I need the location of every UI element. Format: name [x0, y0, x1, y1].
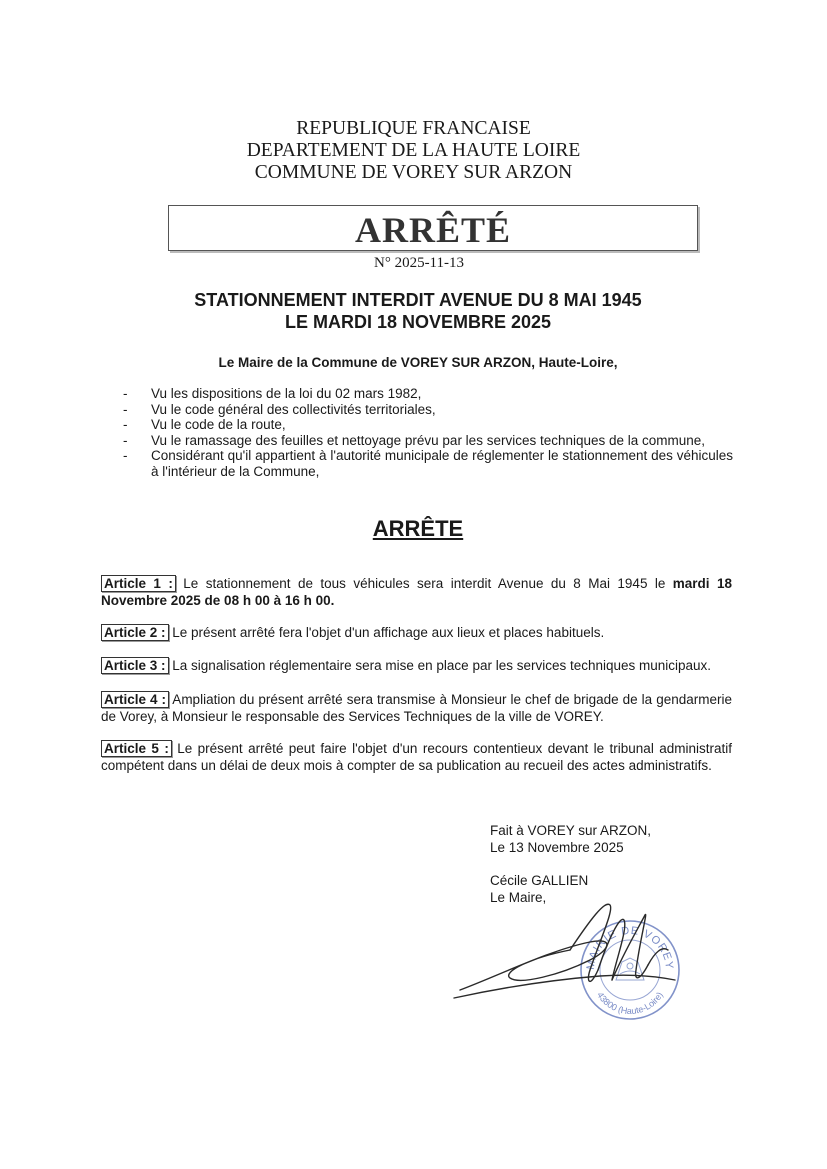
article-1-bold: mardi 18 Novembre 2025 de 08 h 00 à 16 h 00.: [101, 576, 732, 608]
subject-line-1: STATIONNEMENT INTERDIT AVENUE DU 8 MAI 1945: [194, 290, 642, 310]
signature-place: Fait à VOREY sur ARZON,: [490, 823, 652, 838]
list-item: - Vu les dispositions de la loi du 02 mars 1982,: [123, 386, 733, 402]
article-1-label: Article 1 :: [101, 575, 176, 592]
article-5: [101, 740, 732, 774]
list-item: - Considérant qu'il appartient à l'autorité municipale de réglementer le stationnement des véhicules à l'intérieur de la Commune,: [123, 448, 733, 479]
article-2-label: Article 2 :: [101, 624, 169, 641]
article-2-text: Le présent arrêté fera l'objet d'un affichage aux lieux et places habituels.: [168, 625, 605, 640]
header-republique: REPUBLIQUE FRANCAISE: [296, 118, 531, 139]
document-header: [0, 118, 827, 184]
maire-line: Le Maire de la Commune de VOREY SUR ARZON, Haute-Loire,: [218, 355, 618, 370]
article-2: [101, 624, 732, 641]
title-box: [168, 205, 698, 251]
article-1-text: Le stationnement de tous véhicules sera interdit Avenue du 8 Mai 1945 le: [175, 576, 673, 591]
arrete-number: N° 2025-11-13: [373, 255, 464, 271]
article-3-text: La signalisation réglementaire sera mise en place par les services techniques municipaux.: [168, 658, 712, 673]
header-departement: DEPARTEMENT DE LA HAUTE LOIRE: [246, 140, 581, 161]
signature-name: Cécile GALLIEN: [490, 873, 589, 888]
list-item: - Vu le ramassage des feuilles et nettoyage prévu par les services techniques de la commune,: [123, 433, 733, 449]
article-3-label: Article 3 :: [101, 657, 169, 674]
arrete-heading: ARRÊTE: [372, 516, 464, 541]
article-4-text: Ampliation du présent arrêté sera transmise à Monsieur le chef de brigade de la gendarmerie de Vorey, à Monsieur le responsable des Services Techniques de la ville de VOREY.: [101, 692, 732, 724]
signature-date: Le 13 Novembre 2025: [490, 840, 624, 855]
stamp-bottom-text: 43800 (Haute-Loire): [595, 990, 665, 1017]
list-item: - Vu le code de la route,: [123, 417, 733, 433]
handwritten-signature: [440, 880, 700, 1020]
subject-line-2: LE MARDI 18 NOVEMBRE 2025: [284, 312, 552, 332]
list-item: - Vu le code général des collectivités territoriales,: [123, 402, 733, 418]
stamp-top-text: MAIRIE DE VOREY: [584, 924, 676, 971]
header-commune: COMMUNE DE VOREY SUR ARZON: [254, 162, 573, 183]
article-4-label: Article 4 :: [101, 691, 169, 708]
article-5-text: Le présent arrêté peut faire l'objet d'un recours contentieux devant le tribunal administratif compétent dans un délai de deux mois à compter de sa publication au recueil des actes administratifs.: [101, 741, 732, 773]
vu-list: [123, 386, 733, 480]
article-5-label: Article 5 :: [101, 740, 172, 757]
document-title: ARRÊTÉ: [354, 210, 512, 250]
article-3: [101, 657, 732, 674]
article-1: [101, 575, 732, 609]
signature-role: Le Maire,: [490, 890, 547, 905]
subject: [0, 289, 827, 333]
article-4: [101, 691, 732, 725]
